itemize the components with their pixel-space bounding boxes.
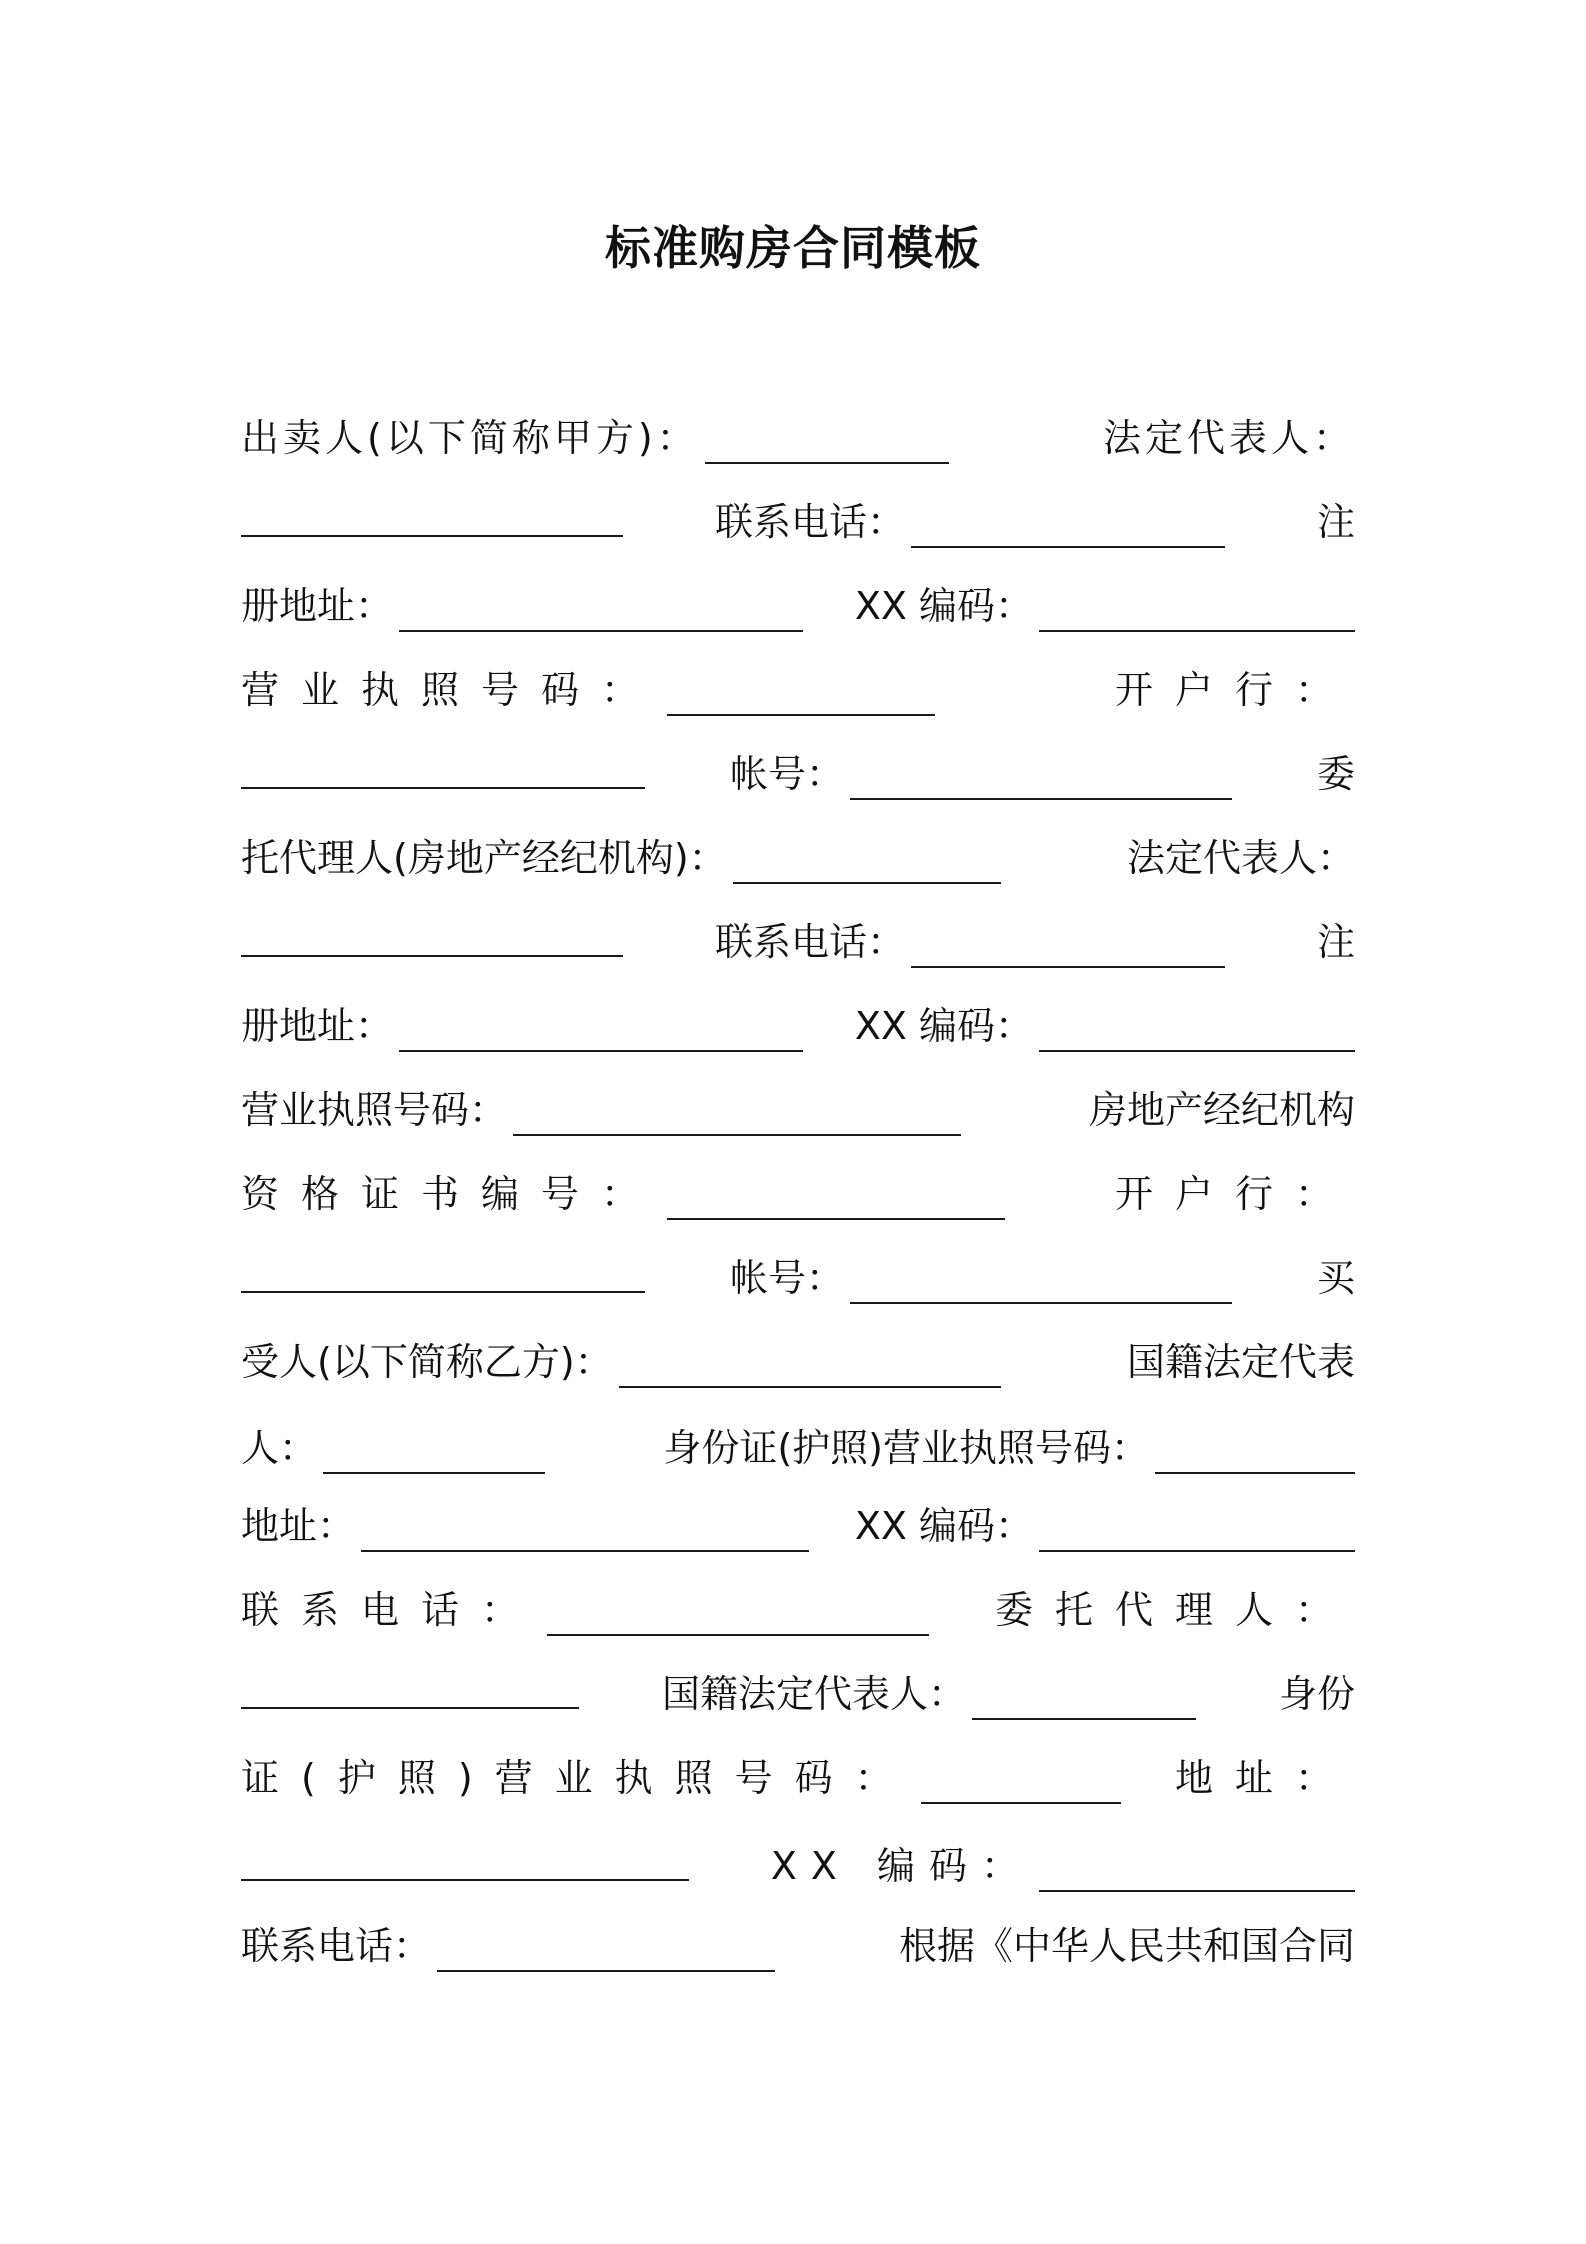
field-label: 注	[1316, 500, 1355, 544]
fill-in-blank[interactable]	[911, 512, 1225, 548]
contract-line	[241, 574, 1355, 638]
field-label: 身份证(护照)营业执照号码：	[663, 1426, 1149, 1470]
fill-in-blank[interactable]	[1039, 1856, 1355, 1892]
field-label: 联系电话：	[714, 500, 905, 544]
contract-line	[241, 490, 1355, 554]
line-segment	[1115, 1162, 1355, 1226]
fill-in-blank[interactable]	[619, 1352, 1001, 1388]
line-segment	[899, 1914, 1355, 1978]
line-segment	[1089, 1078, 1355, 1142]
line-segment	[241, 1330, 1001, 1394]
fill-in-blank[interactable]	[972, 1684, 1196, 1720]
fill-in-blank[interactable]	[513, 1100, 961, 1136]
field-label: 注	[1316, 920, 1355, 964]
fill-in-blank[interactable]	[733, 848, 1001, 884]
field-label: 买	[1316, 1256, 1355, 1300]
field-label: 委	[1316, 752, 1355, 796]
fill-in-blank[interactable]	[921, 1768, 1121, 1804]
field-label: 册地址：	[241, 1004, 394, 1048]
fill-in-blank[interactable]	[667, 1184, 1005, 1220]
line-segment	[1317, 490, 1355, 554]
field-label: 人：	[241, 1426, 318, 1470]
line-segment	[241, 753, 645, 795]
contract-line	[241, 1662, 1355, 1726]
field-label: 国籍法定代表	[1126, 1340, 1355, 1384]
field-label: 帐号：	[729, 752, 844, 796]
line-segment	[730, 1246, 1232, 1310]
line-segment	[241, 921, 623, 963]
line-segment	[855, 574, 1355, 638]
field-label: XX 编码：	[770, 1844, 1033, 1888]
line-segment	[1127, 826, 1355, 890]
contract-line	[241, 1416, 1355, 1480]
contract-line	[241, 1330, 1355, 1394]
contract-line	[241, 1494, 1355, 1558]
line-segment	[1127, 1330, 1355, 1394]
contract-line	[241, 658, 1355, 722]
field-label: 托代理人(房地产经纪机构)：	[241, 836, 727, 880]
field-label: 委托代理人：	[994, 1588, 1355, 1632]
contract-line	[241, 1746, 1355, 1810]
field-label: 身份	[1278, 1672, 1355, 1716]
line-segment	[241, 1416, 545, 1480]
field-label: 资格证书编号：	[241, 1172, 662, 1216]
fill-in-blank[interactable]	[361, 1516, 809, 1552]
fill-in-blank[interactable]	[241, 753, 645, 789]
contract-line	[241, 1834, 1355, 1898]
fill-in-blank[interactable]	[399, 1016, 803, 1052]
field-label: 地址：	[241, 1504, 356, 1548]
line-segment	[1279, 1662, 1355, 1726]
field-label: XX 编码：	[854, 1004, 1033, 1048]
contract-line	[241, 1914, 1355, 1978]
field-label: 帐号：	[729, 1256, 844, 1300]
fill-in-blank[interactable]	[1039, 1516, 1355, 1552]
fill-in-blank[interactable]	[241, 1845, 689, 1881]
line-segment	[241, 1578, 929, 1642]
field-label: 根据《中华人民共和国合同	[898, 1924, 1355, 1968]
field-label: 国籍法定代表人：	[661, 1672, 966, 1716]
line-segment	[662, 1662, 1196, 1726]
field-label: 法定代表人：	[1126, 836, 1355, 880]
field-label: 联系电话：	[241, 1924, 432, 1968]
fill-in-blank[interactable]	[437, 1936, 775, 1972]
fill-in-blank[interactable]	[1039, 596, 1355, 632]
line-segment	[241, 1914, 775, 1978]
field-label: 房地产经纪机构	[1088, 1088, 1355, 1132]
fill-in-blank[interactable]	[1155, 1438, 1355, 1474]
contract-line	[241, 910, 1355, 974]
field-label: 地址：	[1174, 1756, 1355, 1800]
contract-line	[241, 826, 1355, 890]
line-segment	[241, 1494, 809, 1558]
fill-in-blank[interactable]	[911, 932, 1225, 968]
contract-line	[241, 1246, 1355, 1310]
line-segment	[241, 1078, 961, 1142]
line-segment	[715, 910, 1225, 974]
line-segment	[1317, 742, 1355, 806]
line-segment	[241, 1257, 645, 1299]
field-label: 开户行：	[1114, 668, 1355, 712]
field-label: 开户行：	[1114, 1172, 1355, 1216]
line-segment	[663, 1416, 1355, 1480]
field-label: 营业执照号码：	[241, 1088, 508, 1132]
line-segment	[855, 994, 1355, 1058]
line-segment	[730, 742, 1232, 806]
line-segment	[1317, 1246, 1355, 1310]
line-segment	[241, 574, 803, 638]
contract-line	[241, 406, 1355, 470]
field-label: 联系电话：	[241, 1588, 542, 1632]
line-segment	[241, 826, 1001, 890]
field-label: 证(护照)营业执照号码：	[241, 1756, 915, 1800]
contract-line	[241, 994, 1355, 1058]
line-segment	[1317, 910, 1355, 974]
fill-in-blank[interactable]	[705, 428, 949, 464]
line-segment	[241, 1845, 689, 1887]
line-segment	[1175, 1746, 1355, 1810]
line-segment	[241, 1673, 579, 1715]
contract-line	[241, 742, 1355, 806]
field-label: 受人(以下简称乙方)：	[241, 1340, 613, 1384]
line-segment	[241, 406, 949, 470]
fill-in-blank[interactable]	[547, 1600, 929, 1636]
field-label: XX 编码：	[854, 1504, 1033, 1548]
field-label: 出卖人(以下简称甲方)：	[241, 416, 699, 460]
line-segment	[241, 994, 803, 1058]
field-label: 联系电话：	[714, 920, 905, 964]
fill-in-blank[interactable]	[323, 1438, 545, 1474]
contract-line	[241, 1162, 1355, 1226]
line-segment	[1115, 658, 1355, 722]
contract-line	[241, 1078, 1355, 1142]
fill-in-blank[interactable]	[667, 680, 935, 716]
fill-in-blank[interactable]	[241, 1257, 645, 1293]
field-label: 营业执照号码：	[241, 668, 662, 712]
contract-line	[241, 1578, 1355, 1642]
fill-in-blank[interactable]	[850, 764, 1232, 800]
fill-in-blank[interactable]	[241, 501, 623, 537]
line-segment	[855, 1494, 1355, 1558]
fill-in-blank[interactable]	[850, 1268, 1232, 1304]
line-segment	[241, 1162, 1005, 1226]
line-segment	[771, 1834, 1355, 1898]
field-label: 册地址：	[241, 584, 394, 628]
fill-in-blank[interactable]	[399, 596, 803, 632]
line-segment	[241, 501, 623, 543]
line-segment	[241, 1746, 1121, 1810]
field-label: 法定代表人：	[1102, 416, 1355, 460]
line-segment	[241, 658, 935, 722]
fill-in-blank[interactable]	[1039, 1016, 1355, 1052]
line-segment	[715, 490, 1225, 554]
document-title: 标准购房合同模板	[605, 221, 981, 275]
line-segment	[995, 1578, 1355, 1642]
line-segment	[1103, 406, 1355, 470]
fill-in-blank[interactable]	[241, 1673, 579, 1709]
field-label: XX 编码：	[854, 584, 1033, 628]
fill-in-blank[interactable]	[241, 921, 623, 957]
